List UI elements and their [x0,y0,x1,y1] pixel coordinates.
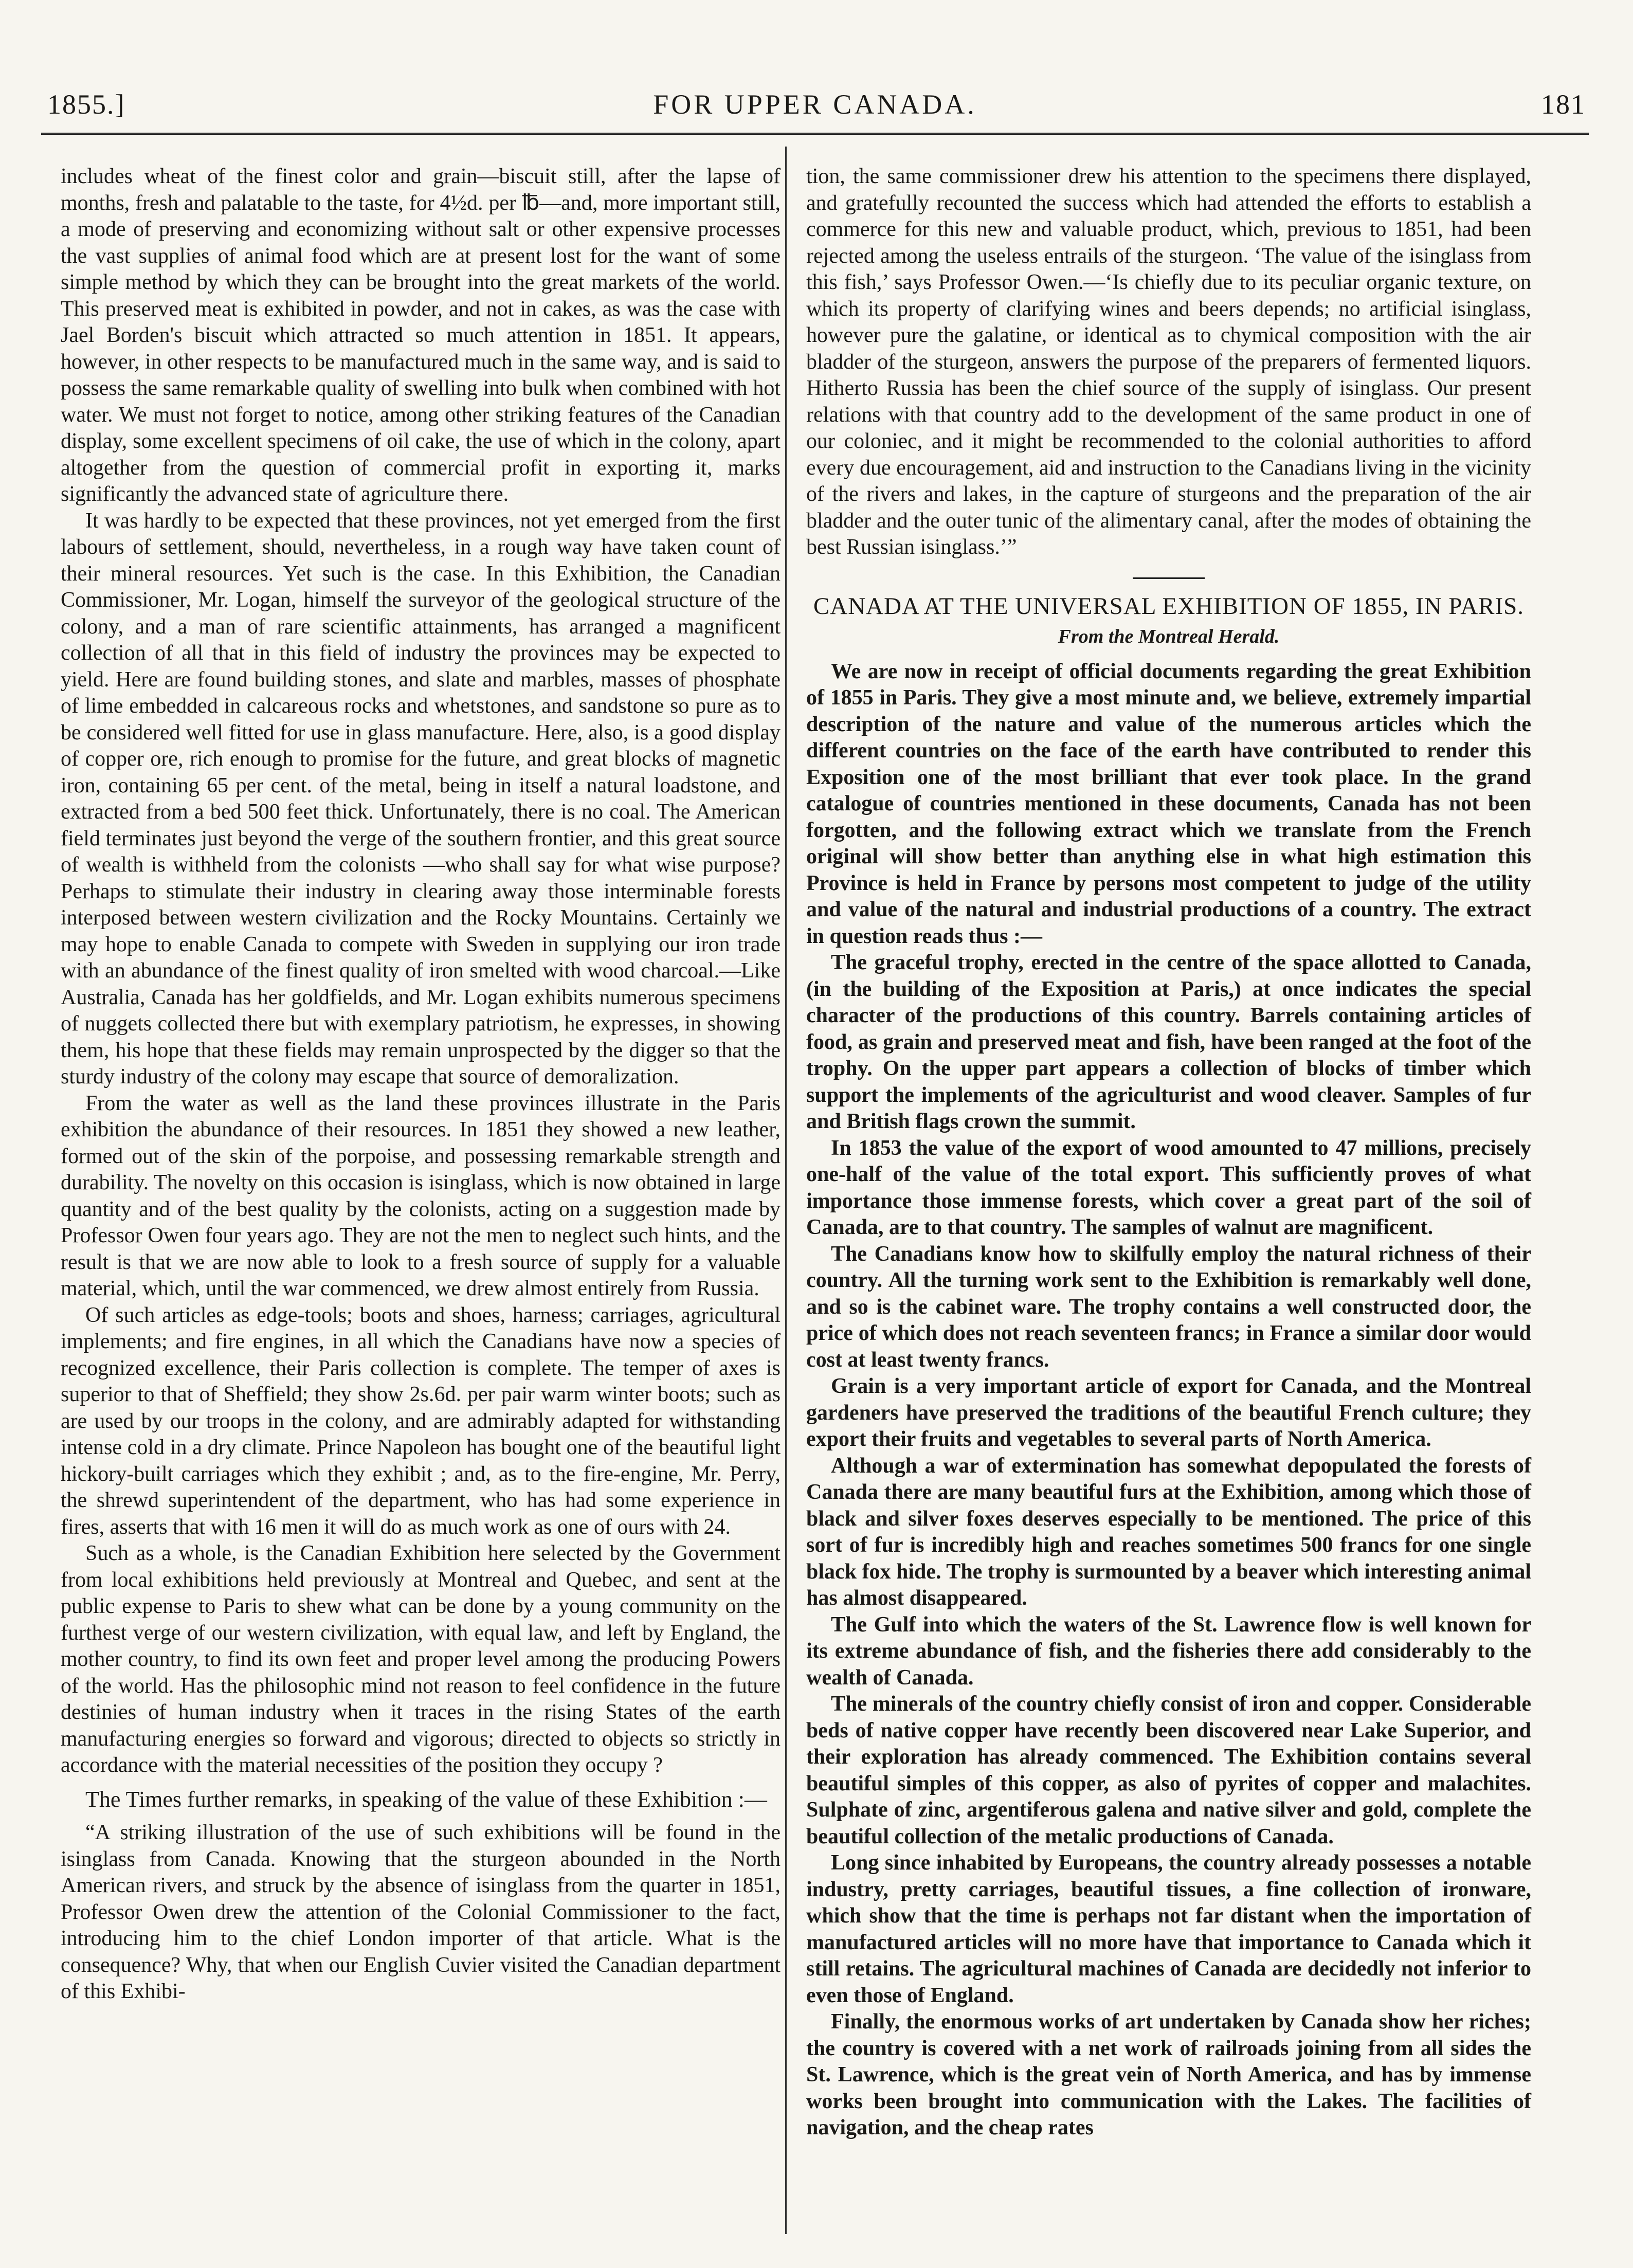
paragraph: From the water as well as the land these provinces illustrate in the Paris exhibition the abundance of their resources. In 1851 they showed a new leather, formed out of the skin of the porpoise, and possessing remarkable strength and durability. The novelty on this occasion is isinglass, which is now obtained in large quantity and of the best quality by the colonists, acting on a suggestion made by Professor Owen four years ago. They are not the men to neglect such hints, and the result is that we are now able to look to a fresh source of supply for a valuable material, which, until the war commenced, we drew almost entirely from Russia. [61,1091,781,1300]
paragraph: includes wheat of the finest color and grain—biscuit still, after the lapse of months, fresh and palatable to the taste, for 4½d. per ℔—and, more important still, a mode of preserving and economizing without salt or other expensive processes the vast supplies of animal food which are at present lost for the want of some simple method by which they can be brought into the great markets of the world. This preserved meat is exhibited in powder, and not in cakes, as was the case with Jael Borden's biscuit which attracted so much attention in 1851. It appears, however, in other respects to be manufactured much in the same way, and is said to possess the same remarkable quality of swelling into bulk when combined with hot water. We must not forget to notice, among other striking features of the Canadian display, some excellent specimens of oil cake, the use of which in the colony, apart altogether from the question of commercial profit in exporting it, marks significantly the advanced state of agriculture there. [61,165,781,506]
header-year: 1855.] [47,89,125,120]
paragraph: Of such articles as edge-tools; boots and shoes, harness; carriages, agricultural implements; and fire engines, in all which the Canadians have now a species of recognized excellence, their Paris collection is complete. The temper of axes is superior to that of Sheffield; they show 2s.6d. per pair warm winter boots; such as are used by our troops in the colony, and are admirably adapted for withstanding intense cold in a dry climate. Prince Napoleon has bought one of the beautiful light hickory-built carriages which they exhibit ; and, as to the fire-engine, Mr. Perry, the shrewd superintendent of the department, who has had some experience in fires, asserts that with 16 men it will do as much work as one of ours with 24. [61,1303,781,1539]
paragraph: Although a war of extermination has somewhat depopulated the forests of Canada there are many beautiful furs at the Exhibition, among which those of black and silver foxes deserves especially to be mentioned. The price of this sort of fur is incredibly high and reaches sometimes 500 francs for one single black fox hide. The trophy is surmounted by a beaver which interesting animal has almost disappeared. [806,1454,1531,1610]
left-column [61,164,781,2005]
paragraph: “A striking illustration of the use of such exhibitions will be found in the isinglass from Canada. Knowing that the sturgeon abounded in the North American rivers, and struck by the absence of isinglass from the quarter in 1851, Professor Owen drew the attention of the Colonial Commissioner to the fact, introducing him to the chief London importer of that article. What is the consequence? Why, that when our English Cuvier visited the Canadian department of this Exhibi- [61,1821,781,2003]
article-source: From the Montreal Herald. [1058,626,1280,647]
header-title: FOR UPPER CANADA. [653,89,977,120]
running-header [41,77,1589,123]
paragraph: Finally, the enormous works of art undertaken by Canada show her riches; the country is covered with a net work of railroads joining from all sides the St. Lawrence, which is the great vein of North America, and has by immense works been brought into communication with the Lakes. The facilities of navigation, and the cheap rates [806,2010,1531,2139]
paragraph: The Times further remarks, in speaking of the value of these Exhibition :— [85,1786,767,1812]
column-divider [785,147,787,2234]
paragraph: In 1853 the value of the export of wood amounted to 47 millions, precisely one-half of the value of the total export. This sufficiently proves of what importance those immense forests, which cover a great part of the soil of Canada, are to that country. The samples of walnut are magnificent. [806,1136,1531,1239]
page-number: 181 [1541,89,1586,120]
paragraph: Long since inhabited by Europeans, the country already possesses a notable industry, pretty carriages, beautiful tissues, a fine collection of ironware, which show that the time is perhaps not far distant when the importation of manufactured articles will no more have that importance to Canada which it still retains. The agricultural machines of Canada are decidedly not inferior to even those of England. [806,1851,1531,2007]
paragraph: The Gulf into which the waters of the St. Lawrence flow is well known for its extreme abundance of fish, and the fisheries there add considerably to the wealth of Canada. [806,1612,1531,1690]
paragraph: The minerals of the country chiefly consist of iron and copper. Considerable beds of native copper have recently been discovered near Lake Superior, and their exploration has already commenced. The Exhibition contains several beautiful simples of this copper, as also of pyrites of copper and malachites. Sulphate of zinc, argentiferous galena and native silver and gold, complete the beautiful collection of the metalic productions of Canada. [806,1692,1531,1848]
article-title: CANADA AT THE UNIVERSAL EXHIBITION OF 1855, IN PARIS. [813,592,1525,620]
paragraph: It was hardly to be expected that these provinces, not yet emerged from the first labours of settlement, should, nevertheless, in a rough way have taken count of their mineral resources. Yet such is the case. In this Exhibition, the Canadian Commissioner, Mr. Logan, himself the surveyor of the geological structure of the colony, and a man of rare scientific attainments, has arranged a magnificent collection of all that in this field of industry the provinces may be expected to yield. Here are found building stones, and slate and marbles, masses of phosphate of lime embedded in calcareous rocks and whetstones, and sandstone so pure as to be considered well fitted for use in glass manufacture. Here, also, is a good display of copper ore, rich enough to promise for the future, and great blocks of magnetic iron, containing 65 per cent. of the metal, being in itself a natural loadstone, and extracted from a bed 500 feet thick. Unfortunately, there is no coal. The American field terminates just beyond the verge of the southern frontier, and this great source of wealth is withheld from the colonists —who shall say for what wise purpose? Perhaps to stimulate their industry in clearing away those interminable forests interposed between western civilization and the Rocky Mountains. Certainly we may hope to enable Canada to compete with Sweden in supplying our iron trade with an abundance of the finest quality of iron smelted with wood charcoal.—Like Australia, Canada has her goldfields, and Mr. Logan exhibits numerous specimens of nuggets collected there but with exemplary patriotism, he expresses, in showing them, his hope that these fields may remain unprospected by the digger so that the sturdy industry of the colony may escape that source of demoralization. [61,509,781,1088]
paragraph: The graceful trophy, erected in the centre of the space allotted to Canada, (in the building of the Exposition at Paris,) at once indicates the special character of the productions of this country. Barrels containing articles of food, as grain and preserved meat and fish, have been ranged at the foot of the trophy. On the upper part appears a collection of blocks of timber which support the implements of the agriculturist and wood cleaver. Samples of fur and British flags crown the summit. [806,951,1531,1133]
paragraph: tion, the same commissioner drew his attention to the specimens there displayed, and gratefully recounted the success which had attended the efforts to establish a commerce for this new and valuable product, which, previous to 1851, had been rejected among the useless entrails of the sturgeon. ‘The value of the isinglass from this fish,’ says Professor Owen.—‘Is chiefly due to its peculiar organic texture, on which its property of clarifying wines and beers depends; no artificial isinglass, however pure the galatine, or identical as to chymical composition with the air bladder of the sturgeon, answers the purpose of the preparers of fermented liquors. Hitherto Russia has been the chief source of the supply of isinglass. Our present relations with that country add to the development of the same product in one of our coloniec, and it might be recommended to the colonial authorities to afford every due encouragement, aid and instruction to the Canadians living in the vicinity of the rivers and lakes, in the capture of sturgeons and the preparation of the air bladder and the outer tunic of the alimentary canal, after the modes of obtaining the best Russian isinglass.’” [806,165,1531,559]
right-column [806,164,1531,2142]
paragraph: We are now in receipt of official documents regarding the great Exhibition of 1855 in Paris. They give a most minute and, we believe, extremely impartial description of the nature and value of the numerous articles which the different countries on the face of the earth have contributed to render this Exposition one of the most brilliant that ever took place. In the grand catalogue of countries mentioned in these documents, Canada has not been forgotten, and the following extract which we translate from the French original will show better than anything else in what high estimation this Province is held in France by persons most competent to judge of the utility and value of the natural and industrial productions of a country. The extract in question reads thus :— [806,659,1531,948]
article-body [806,659,1531,2142]
paragraph: Such as a whole, is the Canadian Exhibition here selected by the Government from local exhibitions held previously at Montreal and Quebec, and sent at the public expense to Paris to shew what can be done by a young community on the furthest verge of our western civilization, with equal law, and left by England, the mother country, to find its own feet and proper level among the producing Powers of the world. Has the philosophic mind not reason to feel confidence in the future destinies of human industry when it traces in the rising States of the earth manufacturing energies so forward and vigorous; directed to objects so strictly in accordance with the material necessities of the position they occupy ? [61,1541,781,1777]
paragraph: The Canadians know how to skilfully employ the natural richness of their country. All the turning work sent to the Exhibition is remarkably well done, and so is the cabinet ware. The trophy contains a well constructed door, the price of which does not reach seventeen francs; in France a similar door would cost at least twenty francs. [806,1242,1531,1372]
section-rule [1133,577,1205,579]
header-rule [41,133,1589,135]
paragraph: Grain is a very important article of export for Canada, and the Montreal gardeners have preserved the traditions of the beautiful French culture; they export their fruits and vegetables to several parts of North America. [806,1374,1531,1451]
